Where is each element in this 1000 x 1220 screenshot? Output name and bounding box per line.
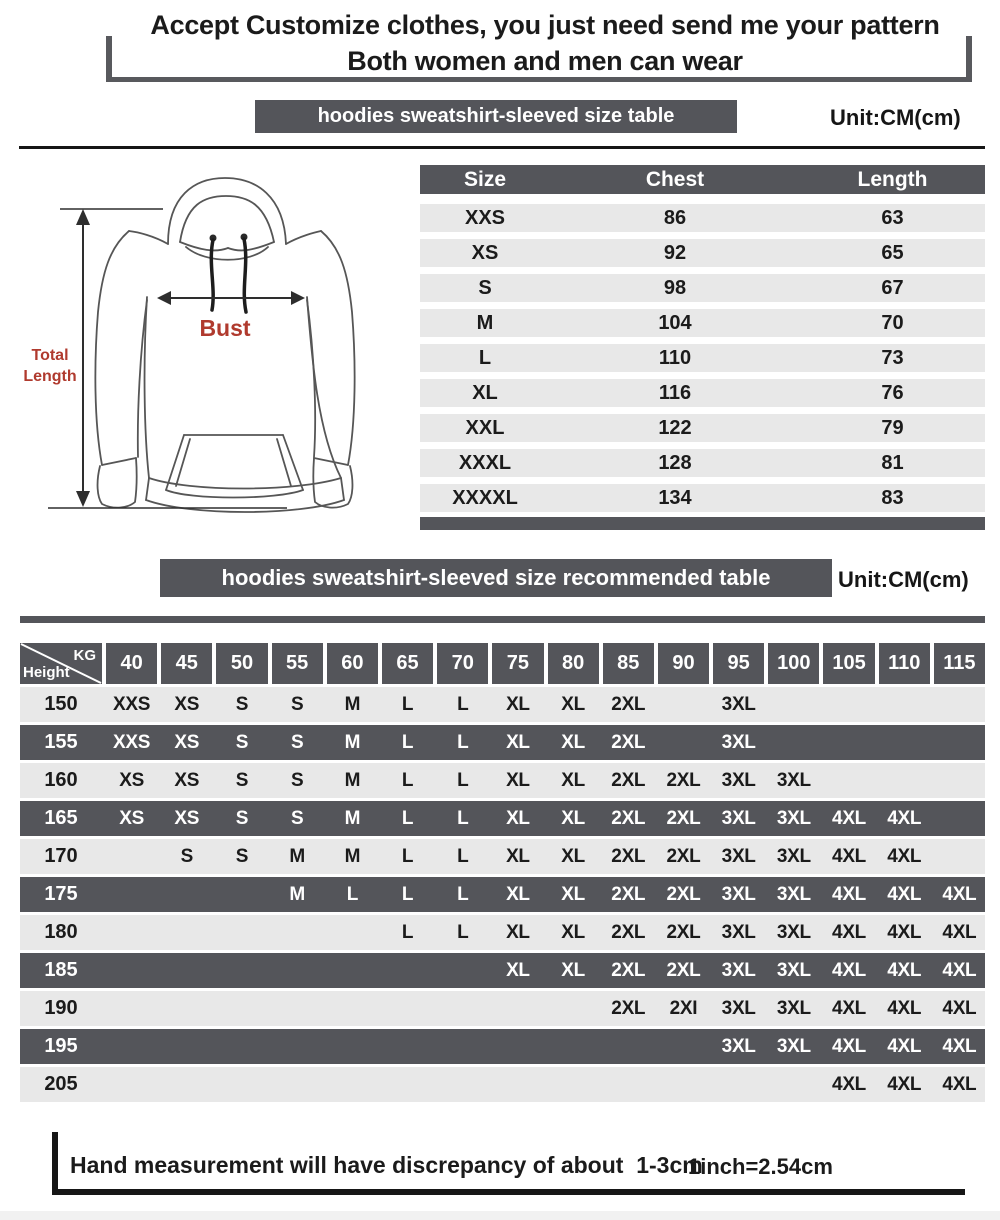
- recommend-table-row: [20, 687, 985, 722]
- size-table-banner: hoodies sweatshirt-sleeved size table: [255, 100, 737, 133]
- size-value-cell: [272, 991, 323, 1026]
- size-value-cell: [603, 1029, 654, 1064]
- size-value-cell: M: [344, 770, 361, 791]
- size-value-cell: XL: [561, 732, 585, 753]
- size-table-cell-chest: 128: [658, 452, 692, 474]
- recommend-table-banner: hoodies sweatshirt-sleeved size recommended table: [160, 559, 832, 597]
- size-table-cell-size: XL: [472, 382, 498, 404]
- size-value-cell: 2XL: [611, 960, 646, 981]
- bottom-edge-strip: [0, 1211, 1000, 1220]
- height-label-cell: 160: [44, 769, 78, 791]
- size-table-row: [420, 239, 985, 267]
- size-value-cell: 3XL: [721, 770, 756, 791]
- size-value-cell: XL: [561, 694, 585, 715]
- size-table-header: [420, 165, 985, 194]
- size-value-cell: [934, 687, 985, 722]
- size-table-cell-length: 67: [881, 277, 904, 299]
- size-value-cell: XS: [174, 808, 200, 829]
- hoodie-outline: [95, 178, 354, 512]
- size-value-cell: [548, 1029, 599, 1064]
- footer-note: [52, 1132, 965, 1195]
- size-value-cell: XS: [119, 808, 144, 829]
- size-table-row: [420, 344, 985, 372]
- size-value-cell: L: [401, 694, 414, 715]
- size-value-cell: 4XL: [887, 960, 922, 981]
- size-value-cell: 4XL: [832, 998, 866, 1019]
- total-length-label-line1: Total: [31, 347, 69, 364]
- size-value-cell: M: [344, 808, 361, 829]
- size-value-cell: [934, 725, 985, 760]
- kg-column-header: 70: [437, 643, 488, 684]
- kg-height-corner-cell: [20, 643, 102, 684]
- size-value-cell: 4XL: [887, 846, 922, 867]
- size-value-cell: [823, 687, 874, 722]
- size-value-cell: 3XL: [776, 846, 811, 867]
- recommend-table-row: [20, 1067, 985, 1102]
- size-value-cell: [382, 991, 433, 1026]
- size-value-cell: XXS: [113, 694, 151, 715]
- hoodie-measurement-diagram: [10, 152, 410, 537]
- size-table-cell-size: S: [478, 277, 492, 299]
- size-value-cell: 2XI: [669, 998, 698, 1019]
- size-value-cell: S: [235, 770, 249, 791]
- size-table-cell-length: 83: [881, 487, 904, 509]
- size-value-cell: XL: [506, 884, 530, 905]
- size-value-cell: M: [344, 694, 361, 715]
- size-value-cell: 2XL: [666, 808, 701, 829]
- size-value-cell: 3XL: [721, 846, 756, 867]
- divider-line-top: [19, 146, 985, 149]
- size-value-cell: 2XL: [666, 846, 701, 867]
- size-value-cell: S: [290, 808, 304, 829]
- size-value-cell: S: [235, 808, 249, 829]
- size-value-cell: [327, 991, 378, 1026]
- size-value-cell: 4XL: [832, 960, 866, 981]
- length-column-header: Length: [857, 168, 928, 191]
- size-value-cell: [216, 915, 267, 950]
- size-value-cell: [106, 991, 157, 1026]
- size-value-cell: [492, 991, 543, 1026]
- size-value-cell: [437, 1067, 488, 1102]
- kg-column-header: 65: [382, 643, 433, 684]
- size-table-cell-length: 76: [881, 382, 904, 404]
- height-label-cell: 175: [44, 883, 78, 905]
- size-value-cell: [106, 877, 157, 912]
- recommend-table-row: [20, 763, 985, 798]
- kg-column-header: 100: [768, 643, 819, 684]
- size-value-cell: M: [344, 732, 361, 753]
- size-value-cell: 4XL: [887, 922, 922, 943]
- top-note-line1: Accept Customize clothes, you just need send me your pattern: [150, 10, 940, 40]
- size-value-cell: L: [346, 884, 358, 905]
- size-value-cell: XL: [506, 846, 530, 867]
- size-value-cell: 4XL: [887, 1074, 922, 1095]
- size-value-cell: [106, 1067, 157, 1102]
- size-value-cell: 4XL: [832, 1074, 866, 1095]
- size-value-cell: S: [235, 694, 249, 715]
- kg-column-header: 45: [161, 643, 212, 684]
- total-length-label-line2: Length: [23, 368, 77, 385]
- size-table-cell-chest: 122: [658, 417, 692, 439]
- size-value-cell: [161, 877, 212, 912]
- size-value-cell: L: [457, 808, 469, 829]
- size-value-cell: 4XL: [832, 922, 866, 943]
- size-value-cell: 4XL: [942, 884, 977, 905]
- size-value-cell: [272, 1029, 323, 1064]
- corner-kg-label: KG: [73, 647, 96, 664]
- size-value-cell: XL: [561, 770, 585, 791]
- kg-column-header: 50: [216, 643, 267, 684]
- size-value-cell: XL: [506, 694, 530, 715]
- size-value-cell: [161, 991, 212, 1026]
- kg-column-header: 55: [272, 643, 323, 684]
- size-table-cell-length: 79: [881, 417, 904, 439]
- size-value-cell: [879, 763, 930, 798]
- size-value-cell: 3XL: [721, 1036, 756, 1057]
- height-label-cell: 150: [44, 693, 78, 715]
- size-value-cell: [382, 1067, 433, 1102]
- size-value-cell: 2XL: [666, 922, 701, 943]
- size-value-cell: 2XL: [666, 770, 701, 791]
- size-value-cell: 4XL: [832, 1036, 866, 1057]
- size-value-cell: XL: [561, 960, 585, 981]
- size-value-cell: [437, 991, 488, 1026]
- size-value-cell: [823, 725, 874, 760]
- size-value-cell: [382, 953, 433, 988]
- size-table: [420, 165, 985, 530]
- size-value-cell: 3XL: [776, 922, 811, 943]
- size-table-cell-size: M: [476, 312, 494, 334]
- size-value-cell: [768, 725, 819, 760]
- recommend-table-row: [20, 915, 985, 950]
- size-table-cell-length: 81: [881, 452, 904, 474]
- recommend-table-row: [20, 801, 985, 836]
- size-value-cell: [327, 953, 378, 988]
- size-value-cell: [658, 687, 709, 722]
- height-label-cell: 190: [44, 997, 78, 1019]
- size-value-cell: 3XL: [721, 884, 756, 905]
- bust-arrow: [157, 291, 305, 305]
- recommend-table-row: [20, 839, 985, 874]
- size-table-cell-size: XS: [471, 242, 499, 264]
- bust-label: Bust: [199, 315, 251, 341]
- size-value-cell: [879, 687, 930, 722]
- size-table-cell-chest: 134: [658, 487, 692, 509]
- height-label-cell: 180: [44, 921, 78, 943]
- size-value-cell: 4XL: [942, 998, 977, 1019]
- size-value-cell: S: [235, 732, 249, 753]
- size-value-cell: L: [401, 884, 414, 905]
- inch-conversion: 1inch=2.54cm: [688, 1154, 833, 1179]
- size-value-cell: S: [290, 694, 304, 715]
- size-value-cell: [768, 687, 819, 722]
- size-value-cell: L: [401, 770, 414, 791]
- size-table-row: [420, 484, 985, 512]
- size-value-cell: S: [180, 846, 193, 867]
- kg-column-header: 95: [713, 643, 764, 684]
- size-value-cell: 2XL: [611, 998, 646, 1019]
- size-value-cell: L: [457, 770, 469, 791]
- size-value-cell: 3XL: [776, 808, 811, 829]
- size-value-cell: XL: [506, 770, 530, 791]
- height-label-cell: 165: [44, 807, 78, 829]
- size-value-cell: 4XL: [942, 1036, 977, 1057]
- size-value-cell: [161, 953, 212, 988]
- size-value-cell: [934, 763, 985, 798]
- kg-column-header: 60: [327, 643, 378, 684]
- size-value-cell: 2XL: [666, 960, 701, 981]
- size-value-cell: [934, 801, 985, 836]
- size-value-cell: [327, 1029, 378, 1064]
- size-value-cell: 4XL: [832, 884, 866, 905]
- size-table-bottom-bar: [420, 517, 985, 530]
- corner-height-label: Height: [23, 664, 70, 681]
- size-value-cell: [492, 1029, 543, 1064]
- size-value-cell: XS: [174, 770, 200, 791]
- size-value-cell: [106, 953, 157, 988]
- size-value-cell: XXS: [113, 732, 151, 753]
- size-value-cell: 3XL: [776, 884, 811, 905]
- size-value-cell: L: [401, 846, 414, 867]
- size-value-cell: [272, 915, 323, 950]
- size-value-cell: 3XL: [721, 998, 756, 1019]
- size-value-cell: XL: [561, 846, 585, 867]
- kg-column-header: 85: [603, 643, 654, 684]
- size-value-cell: 4XL: [832, 808, 866, 829]
- size-value-cell: 4XL: [887, 808, 922, 829]
- size-value-cell: L: [401, 808, 414, 829]
- size-value-cell: M: [289, 846, 305, 867]
- size-value-cell: 3XL: [721, 960, 756, 981]
- size-value-cell: [161, 1067, 212, 1102]
- size-column-header: Size: [463, 168, 507, 191]
- size-value-cell: 2XL: [611, 846, 646, 867]
- size-value-cell: [106, 839, 157, 874]
- size-table-cell-size: L: [478, 347, 492, 369]
- recommend-table-header-row: [20, 643, 985, 684]
- size-value-cell: [216, 1029, 267, 1064]
- recommend-table-unit: Unit:CM(cm): [838, 567, 969, 592]
- kg-column-header: 110: [879, 643, 930, 684]
- size-value-cell: XS: [119, 770, 144, 791]
- measurement-note: Hand measurement will have discrepancy of about 1-3cm: [70, 1152, 703, 1178]
- size-value-cell: [327, 915, 378, 950]
- hood-drawstrings: [210, 234, 248, 313]
- size-value-cell: 2XL: [611, 922, 646, 943]
- size-value-cell: 3XL: [776, 998, 811, 1019]
- size-value-cell: [327, 1067, 378, 1102]
- kg-column-header: 75: [492, 643, 543, 684]
- size-value-cell: [216, 991, 267, 1026]
- recommend-table-body: [20, 687, 985, 1102]
- height-label-cell: 195: [44, 1035, 78, 1057]
- size-table-cell-size: XXS: [464, 207, 506, 229]
- size-value-cell: [548, 1067, 599, 1102]
- size-value-cell: 4XL: [942, 960, 977, 981]
- size-value-cell: [768, 1067, 819, 1102]
- size-value-cell: S: [290, 732, 304, 753]
- size-value-cell: XS: [174, 694, 200, 715]
- size-value-cell: [934, 839, 985, 874]
- size-value-cell: [713, 1067, 764, 1102]
- size-value-cell: 2XL: [611, 770, 646, 791]
- divider-line-middle: [20, 616, 985, 623]
- size-value-cell: XS: [174, 732, 200, 753]
- size-value-cell: XL: [561, 922, 585, 943]
- size-value-cell: 3XL: [776, 770, 811, 791]
- size-value-cell: XL: [506, 960, 530, 981]
- size-value-cell: L: [401, 922, 414, 943]
- size-value-cell: [272, 1067, 323, 1102]
- size-table-row: [420, 309, 985, 337]
- size-table-cell-chest: 104: [658, 312, 692, 334]
- size-value-cell: [106, 915, 157, 950]
- size-value-cell: M: [344, 846, 361, 867]
- size-value-cell: [603, 1067, 654, 1102]
- kg-column-header: 90: [658, 643, 709, 684]
- size-table-cell-length: 63: [881, 207, 904, 229]
- size-value-cell: 4XL: [887, 884, 922, 905]
- size-table-cell-size: XXXL: [458, 452, 512, 474]
- size-value-cell: L: [457, 732, 469, 753]
- size-value-cell: L: [401, 732, 414, 753]
- size-value-cell: 3XL: [721, 732, 756, 753]
- size-value-cell: [658, 725, 709, 760]
- size-value-cell: [106, 1029, 157, 1064]
- kg-column-header: 80: [548, 643, 599, 684]
- size-value-cell: [658, 1067, 709, 1102]
- size-value-cell: [658, 1029, 709, 1064]
- size-value-cell: 3XL: [721, 808, 756, 829]
- size-table-body: [420, 204, 985, 512]
- size-value-cell: 2XL: [611, 808, 646, 829]
- size-value-cell: 2XL: [666, 884, 701, 905]
- size-value-cell: 2XL: [611, 732, 646, 753]
- kg-column-header: 115: [934, 643, 985, 684]
- size-value-cell: [161, 915, 212, 950]
- height-label-cell: 155: [44, 731, 78, 753]
- recommend-table-row: [20, 1029, 985, 1064]
- size-value-cell: 4XL: [887, 998, 922, 1019]
- size-value-cell: [216, 1067, 267, 1102]
- size-value-cell: 4XL: [942, 1074, 977, 1095]
- size-table-unit: Unit:CM(cm): [830, 105, 961, 130]
- top-note-line2: Both women and men can wear: [347, 46, 743, 76]
- recommend-table-row: [20, 877, 985, 912]
- size-table-cell-chest: 110: [658, 347, 692, 369]
- size-value-cell: [161, 1029, 212, 1064]
- height-label-cell: 185: [44, 959, 78, 981]
- recommend-table-row: [20, 991, 985, 1026]
- size-table-cell-chest: 92: [663, 242, 687, 264]
- size-value-cell: [437, 953, 488, 988]
- size-value-cell: M: [289, 884, 305, 905]
- size-table-row: [420, 204, 985, 232]
- recommend-table: [20, 643, 985, 1102]
- size-table-cell-size: XXXXL: [452, 487, 518, 509]
- size-value-cell: S: [235, 846, 249, 867]
- size-value-cell: 3XL: [776, 1036, 811, 1057]
- size-value-cell: XL: [506, 808, 530, 829]
- size-table-cell-size: XXL: [465, 417, 505, 439]
- size-value-cell: [492, 1067, 543, 1102]
- size-value-cell: S: [290, 770, 304, 791]
- kg-column-header: 105: [823, 643, 874, 684]
- size-value-cell: 3XL: [776, 960, 811, 981]
- size-table-row: [420, 379, 985, 407]
- size-value-cell: XL: [506, 922, 530, 943]
- size-value-cell: 2XL: [611, 694, 646, 715]
- size-table-row: [420, 449, 985, 477]
- chest-column-header: Chest: [645, 168, 705, 191]
- size-value-cell: XL: [561, 884, 585, 905]
- size-value-cell: XL: [561, 808, 585, 829]
- size-value-cell: L: [457, 846, 469, 867]
- size-table-cell-chest: 98: [663, 277, 687, 299]
- size-value-cell: 4XL: [887, 1036, 922, 1057]
- size-value-cell: [216, 877, 267, 912]
- size-value-cell: [216, 953, 267, 988]
- size-value-cell: [272, 953, 323, 988]
- recommend-table-row: [20, 725, 985, 760]
- size-table-row: [420, 414, 985, 442]
- height-label-cell: 205: [44, 1073, 78, 1095]
- size-value-cell: 4XL: [942, 922, 977, 943]
- size-value-cell: 2XL: [611, 884, 646, 905]
- size-value-cell: L: [457, 922, 469, 943]
- size-table-cell-length: 73: [881, 347, 904, 369]
- size-value-cell: [548, 991, 599, 1026]
- size-value-cell: L: [457, 884, 469, 905]
- size-value-cell: [382, 1029, 433, 1064]
- size-value-cell: [437, 1029, 488, 1064]
- size-value-cell: 3XL: [721, 922, 756, 943]
- height-label-cell: 170: [44, 845, 78, 867]
- recommend-table-row: [20, 953, 985, 988]
- kg-column-header: 40: [106, 643, 157, 684]
- size-value-cell: L: [457, 694, 469, 715]
- size-table-row: [420, 274, 985, 302]
- size-table-cell-length: 65: [881, 242, 904, 264]
- size-value-cell: [879, 725, 930, 760]
- size-value-cell: XL: [506, 732, 530, 753]
- size-table-cell-chest: 86: [663, 207, 687, 229]
- size-value-cell: 4XL: [832, 846, 866, 867]
- size-table-cell-length: 70: [881, 312, 904, 334]
- size-value-cell: [823, 763, 874, 798]
- size-table-cell-chest: 116: [658, 382, 692, 404]
- total-length-arrow: [48, 209, 287, 508]
- size-value-cell: 3XL: [721, 694, 756, 715]
